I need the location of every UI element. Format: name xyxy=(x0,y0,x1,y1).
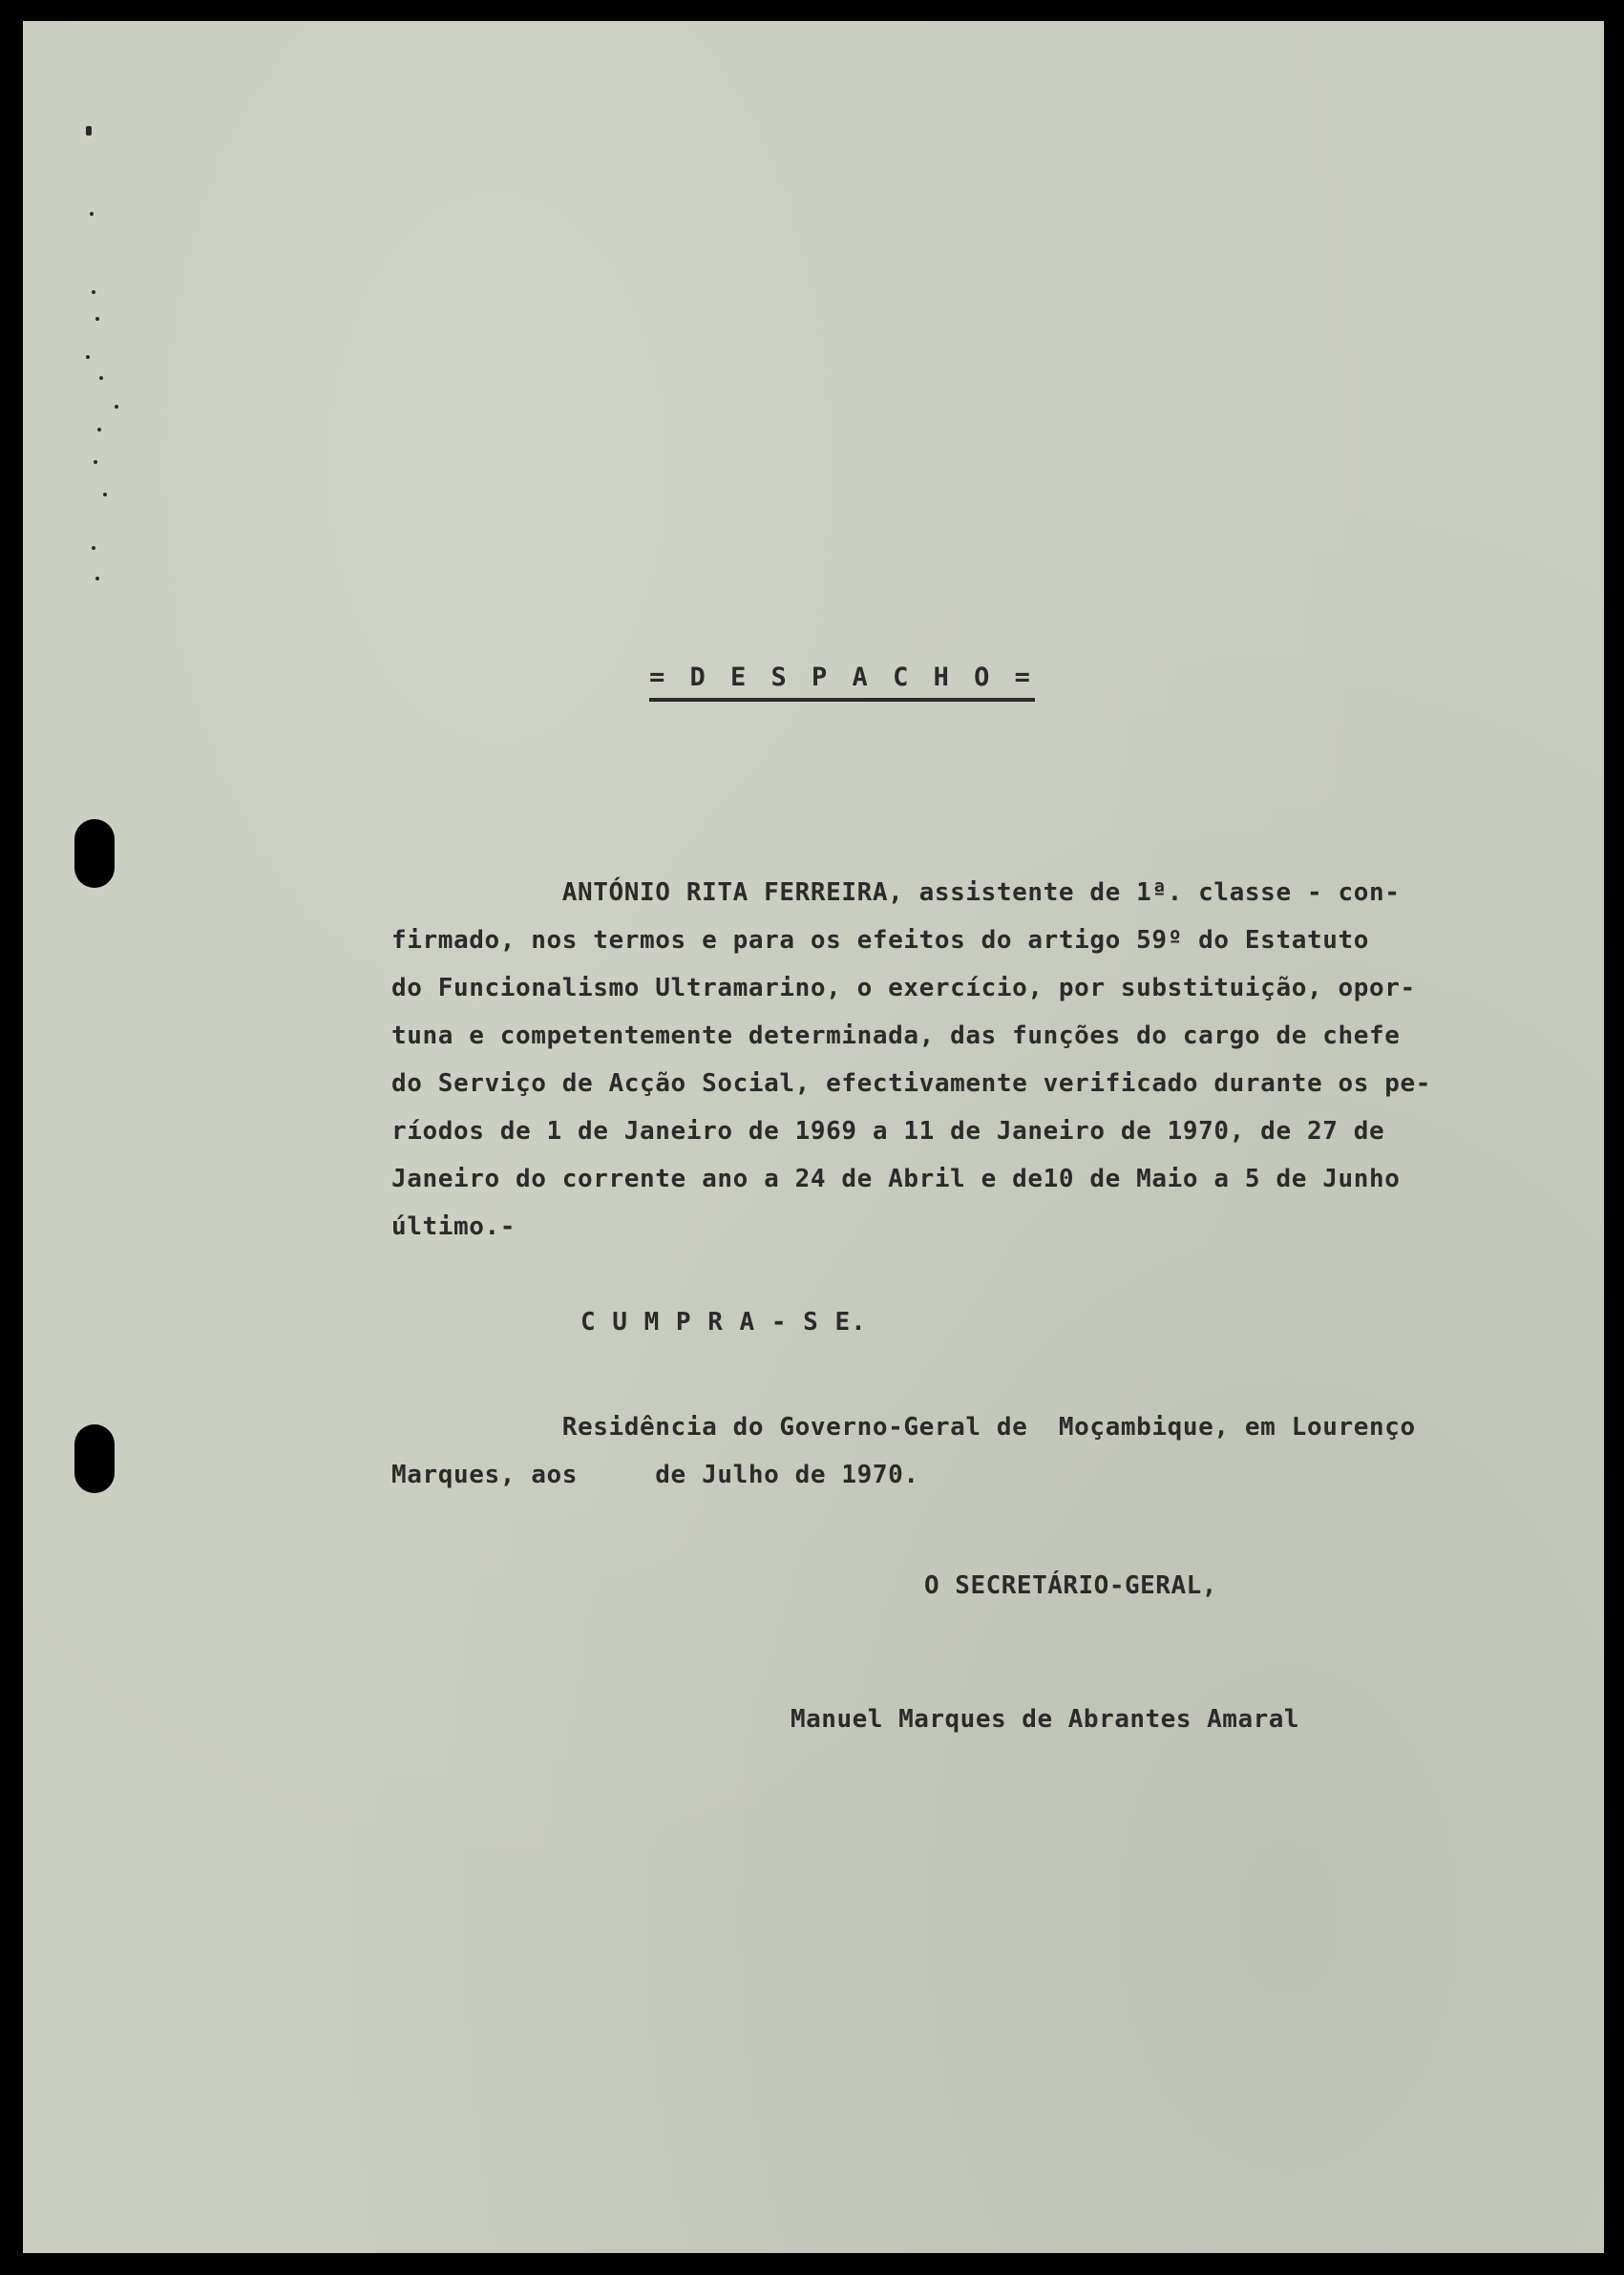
body-line: tuna e competentemente determinada, das funções do cargo de chefe xyxy=(391,1022,1401,1050)
body-line: último.- xyxy=(391,1212,517,1241)
body-line: ANTÓNIO RITA FERREIRA, assistente de 1ª. classe - con- xyxy=(391,878,1401,907)
secretary-role: O SECRETÁRIO-GERAL, xyxy=(924,1571,1217,1600)
body-line: ríodos de 1 de Janeiro de 1969 a 11 de Janeiro de 1970, de 27 de xyxy=(391,1117,1385,1146)
punch-hole-top xyxy=(74,819,115,888)
document-title: = D E S P A C H O = xyxy=(649,663,1035,702)
body-line: Janeiro do corrente ano a 24 de Abril e de10 de Maio a 5 de Junho xyxy=(391,1165,1401,1193)
document-page xyxy=(23,21,1604,2253)
punch-hole-bottom xyxy=(74,1424,115,1493)
body-line: firmado, nos termos e para os efeitos do artigo 59º do Estatuto xyxy=(391,926,1369,955)
cumpra-se: C U M P R A - S E. xyxy=(580,1308,867,1337)
signatory-name: Manuel Marques de Abrantes Amaral xyxy=(791,1705,1300,1734)
place-line: Residência do Governo-Geral de Moçambique, em Lourenço xyxy=(391,1413,1416,1442)
body-line: do Serviço de Acção Social, efectivamente verificado durante os pe- xyxy=(391,1069,1431,1098)
body-line: do Funcionalismo Ultramarino, o exercício, por substituição, opor- xyxy=(391,974,1416,1002)
place-line: Marques, aos de Julho de 1970. xyxy=(391,1461,919,1489)
